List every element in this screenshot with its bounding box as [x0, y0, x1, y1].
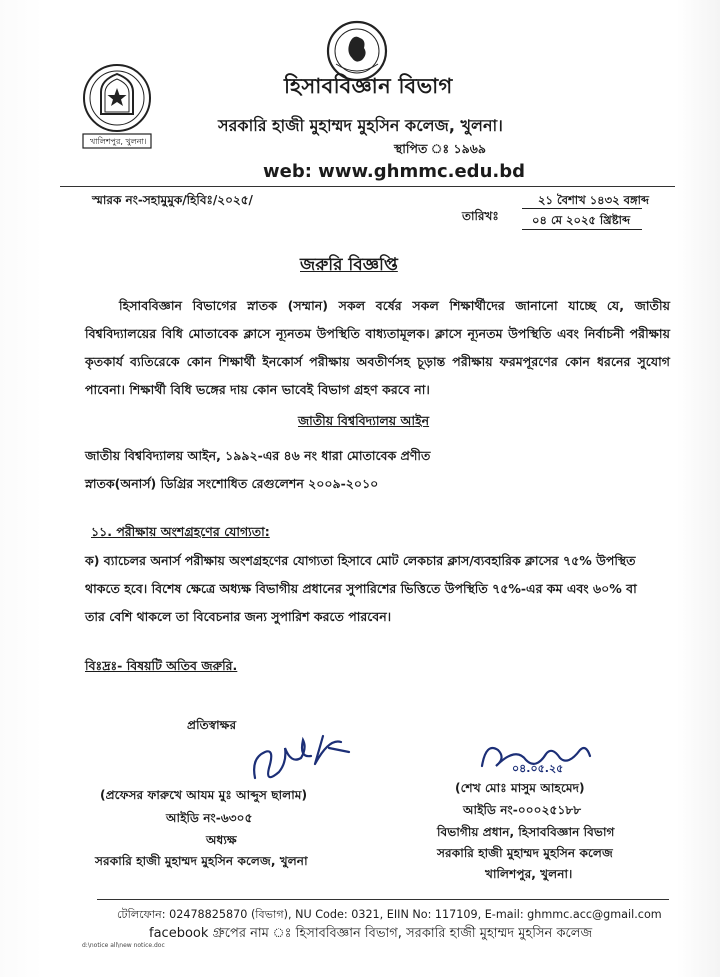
head-location: খালিশপুর, খুলনা।	[485, 867, 573, 881]
principal-institution: সরকারি হাজী মুহাম্মদ মুহসিন কলেজ, খুলনা	[95, 854, 308, 868]
head-id: আইডি নং-০০০২৫১৮৮	[463, 803, 582, 817]
head-name: (শেখ মোঃ মাসুম আহমেদ)	[455, 781, 585, 795]
established-year: স্থাপিত ঃ ১৯৬৯	[394, 141, 486, 156]
principal-name: (প্রফেসর ফারুখে আযম মুঃ আব্দুস ছালাম)	[100, 788, 308, 802]
act-line-2: স্নাতক(অনার্স) ডিগ্রির সংশোধিত রেগুলেশন ২০০৯-২০১০	[85, 476, 379, 491]
head-signature-date: ০৪.০৫.২৫	[512, 762, 564, 775]
clause-line-3: তার বেশি থাকলে তা বিবেচনার জন্য সুপারিশ করতে পারবেন।	[85, 609, 392, 624]
date-underline	[522, 229, 642, 230]
date-divider	[522, 208, 642, 209]
college-logo-caption: খালিশপুর, খুলনা।	[90, 137, 147, 146]
date-gregorian: ০৪ মে ২০২৫ খ্রিষ্টাব্দ	[532, 213, 631, 227]
countersign-label: প্রতিস্বাক্ষর	[187, 718, 237, 732]
notice-title: জরুরি বিজ্ঞপ্তি	[300, 255, 398, 275]
header-divider	[60, 186, 675, 187]
memo-number: স্মারক নং-সহামুমুক/হিবিঃ/২০২৫/	[92, 193, 253, 207]
principal-designation: অধ্যক্ষ	[206, 833, 237, 847]
file-path: d:\notice all\new notice.doc	[82, 942, 165, 949]
principal-id: আইডি নং-৬৩০৫	[166, 811, 253, 825]
important-note: বিঃদ্রঃ- বিষয়টি অতিব জরুরি.	[85, 658, 238, 673]
department-name: হিসাববিজ্ঞান বিভাগ	[284, 74, 453, 98]
footer-contact: টেলিফোন: 02478825870 (বিভাগ), NU Code: 0321, EIIN No: 117109, E-mail: ghmmc.acc@gmail.com	[117, 908, 662, 921]
clause-line-1: ক) ব্যাচেলর অনার্স পরীক্ষায় অংশগ্রহণের যোগ্যতা হিসাবে মোট লেকচার ক্লাস/ব্যবহারিক ক্লাসের ৭৫% উপস্থিত	[85, 553, 636, 568]
notice-body-text: হিসাববিজ্ঞান বিভাগের স্নাতক (সম্মান) সকল বর্ষের সকল শিক্ষার্থীদের জানানো যাচ্ছে যে, জাতীয় বিশ্ববিদ্যালয়ের বিধি মোতাবেক ক্লাসে ন্যূনতম উপস্থিতি বাধ্যতামূলক। ক্লাসে ন্যূনতম উপস্থিতি এবং নির্বাচনী পরীক্ষায় কৃতকার্য ব্যতিরেকে কোন শিক্ষার্থী ইনকোর্স পরীক্ষায় অবতীর্ণসহ চূড়ান্ত পরীক্ষায় ফরমপূরণের কোন ধরনের সুযোগ পাবেনা। শিক্ষার্থী বিধি ভঙ্গের দায় কোন ভাবেই বিভাগ গ্রহণ করবে না।	[85, 298, 670, 397]
date-bangla: ২১ বৈশাখ ১৪৩২ বঙ্গাব্দ	[538, 193, 650, 207]
act-line-1: জাতীয় বিশ্ববিদ্যালয় আইন, ১৯৯২-এর ৪৬ নং ধারা মোতাবেক প্রণীত	[85, 448, 431, 463]
principal-signature	[245, 728, 365, 788]
footer-facebook: facebook গ্রুপের নাম ঃ হিসাববিজ্ঞান বিভাগ, সরকারি হাজী মুহাম্মদ মুহসিন কলেজ	[149, 926, 593, 941]
college-name: সরকারি হাজী মুহাম্মদ মুহসিন কলেজ, খুলনা।	[218, 116, 503, 135]
head-institution: সরকারি হাজী মুহাম্মদ মুহসিন কলেজ	[437, 846, 613, 860]
act-heading: জাতীয় বিশ্ববিদ্যালয় আইন	[298, 413, 430, 428]
head-designation: বিভাগীয় প্রধান, হিসাববিজ্ঞান বিভাগ	[437, 825, 615, 839]
section-heading: ১১. পরীক্ষায় অংশগ্রহণের যোগ্যতা:	[91, 524, 270, 539]
footer-divider	[97, 899, 669, 900]
clause-line-2: থাকতে হবে। বিশেষ ক্ষেত্রে অধ্যক্ষ বিভাগীয় প্রধানের সুপারিশের ভিত্তিতে উপস্থিতি ৭৫%-এর কম এবং ৬০% বা	[85, 581, 637, 596]
website-url[interactable]: web: www.ghmmc.edu.bd	[263, 161, 525, 182]
date-label: তারিখঃ	[462, 209, 499, 223]
notice-paragraph	[85, 292, 670, 404]
